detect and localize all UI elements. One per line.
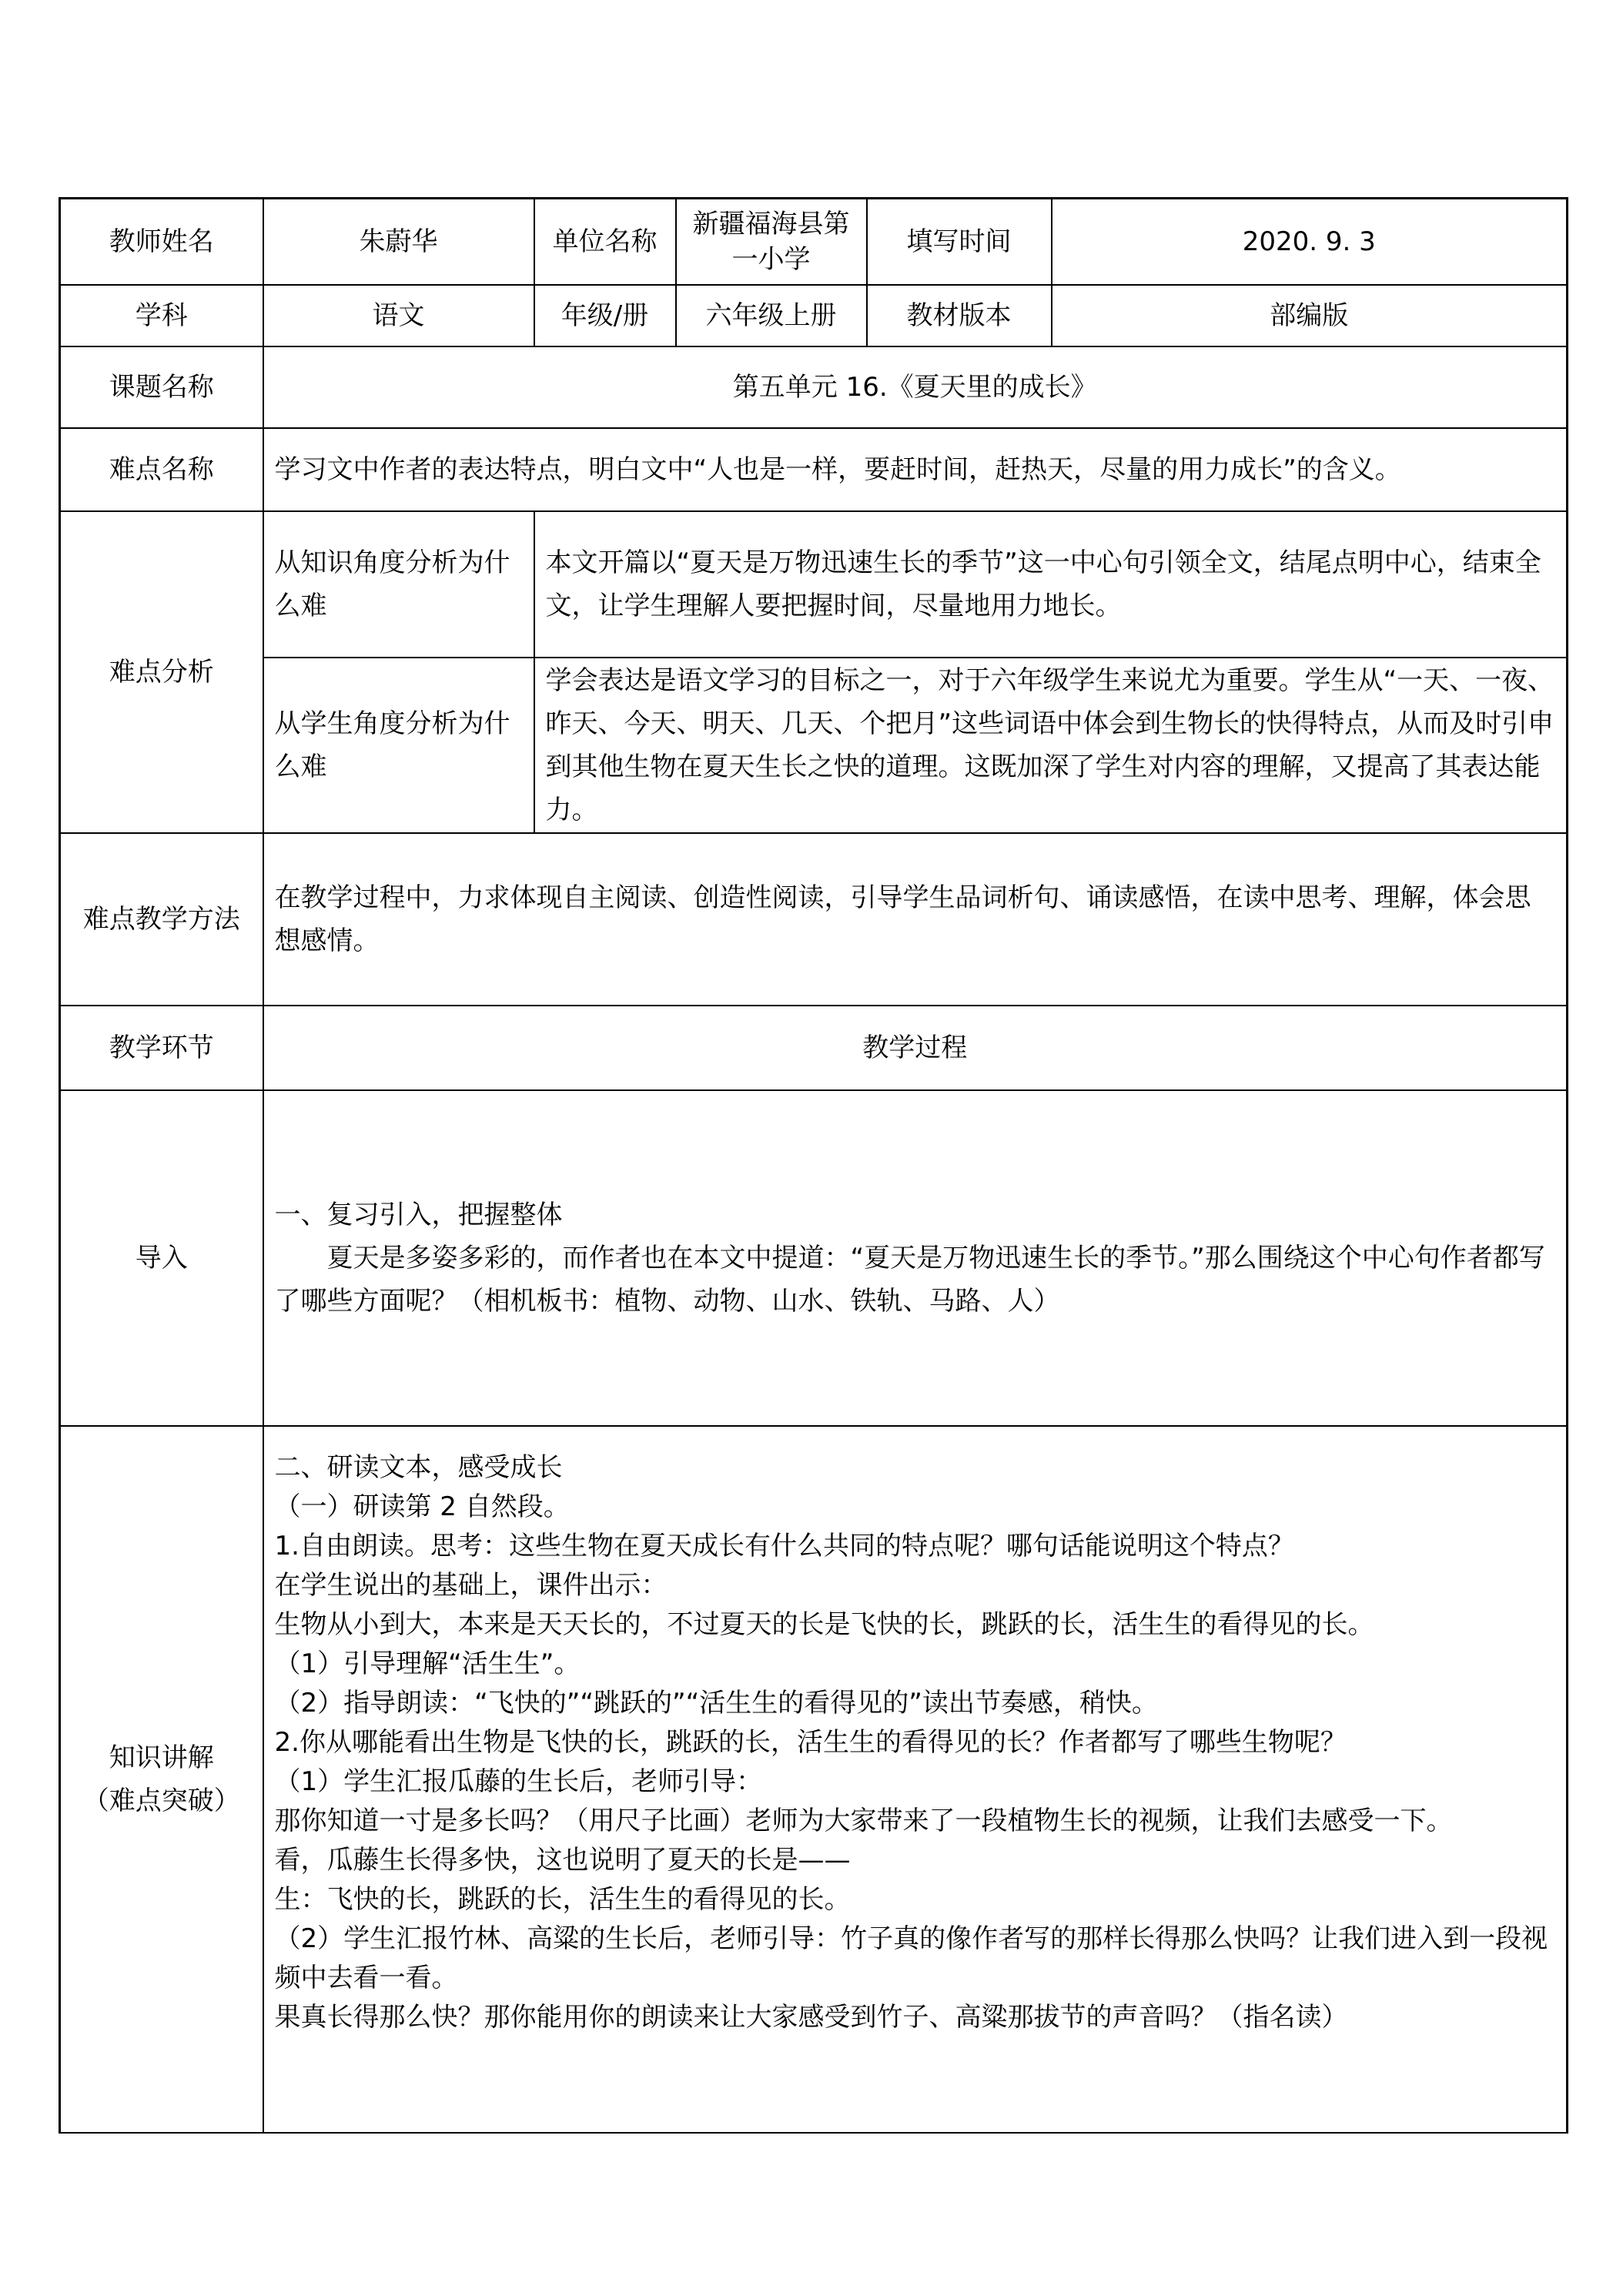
knowledge-line: 看，瓜藤生长得多快，这也说明了夏天的长是—— — [274, 1844, 851, 1876]
subject-row — [60, 285, 1568, 346]
knowledge-label-line2: （难点突破） — [82, 1785, 240, 1816]
knowledge-line: （1）引导理解“活生生”。 — [274, 1648, 581, 1679]
analysis-label: 难点分析 — [60, 511, 263, 833]
topic-value: 第五单元 16.《夏天里的成长》 — [263, 346, 1568, 428]
intro-label: 导入 — [60, 1090, 263, 1426]
knowledge-line: 2.你从哪能看出生物是飞快的长，跳跃的长，活生生的看得见的长？作者都写了哪些生物呢？ — [274, 1726, 1347, 1758]
knowledge-line: （一）研读第 2 自然段。 — [274, 1491, 570, 1522]
unit-name: 新疆福海县第一小学 — [676, 199, 867, 285]
student-angle-text: 学会表达是语文学习的目标之一，对于六年级学生来说尤为重要。学生从“一天、一夜、昨天、今天、明天、几天、个把月”这些词语中体会到生物长的快得特点，从而及时引申到其他生物在夏天生长之快的道理。这既加深了学生对内容的理解，又提高了其表达能力。 — [534, 658, 1568, 833]
teacher-label: 教师姓名 — [60, 199, 263, 285]
difficulty-row — [60, 428, 1568, 511]
intro-row — [60, 1090, 1568, 1426]
grade-value: 六年级上册 — [676, 285, 867, 346]
intro-heading: 一、复习引入，把握整体 — [274, 1199, 563, 1230]
subject-label: 学科 — [60, 285, 263, 346]
subject-value: 语文 — [263, 285, 534, 346]
knowledge-angle-text: 本文开篇以“夏天是万物迅速生长的季节”这一中心句引领全文，结尾点明中心，结束全文，让学生理解人要把握时间，尽量地用力地长。 — [534, 511, 1568, 658]
teacher-name: 朱蔚华 — [263, 199, 534, 285]
knowledge-angle-label: 从知识角度分析为什么难 — [263, 511, 534, 658]
edition-label: 教材版本 — [867, 285, 1052, 346]
knowledge-row — [60, 1426, 1568, 2133]
knowledge-line: 那你知道一寸是多长吗？（用尺子比画）老师为大家带来了一段植物生长的视频，让我们去感受一下。 — [274, 1805, 1453, 1836]
method-row — [60, 833, 1568, 1006]
knowledge-line: 二、研读文本，感受成长 — [274, 1451, 563, 1483]
topic-row — [60, 346, 1568, 428]
analysis-student-row — [60, 658, 1568, 833]
knowledge-line: 果真长得那么快？那你能用你的朗读来让大家感受到竹子、高粱那拔节的声音吗？（指名读） — [274, 2001, 1348, 2033]
intro-body: 夏天是多姿多彩的，而作者也在本文中提道：“夏天是万物迅速生长的季节。”那么围绕这个中心句作者都写了哪些方面呢？（相机板书：植物、动物、山水、铁轨、马路、人） — [274, 1242, 1545, 1317]
stage-header: 教学环节 — [60, 1006, 263, 1090]
date-value: 2020. 9. 3 — [1052, 199, 1568, 285]
knowledge-line: （2）学生汇报竹林、高粱的生长后，老师引导：竹子真的像作者写的那样长得那么快吗？让我们进入到一段视频中去看一看。 — [274, 1923, 1548, 1993]
knowledge-line: 1.自由朗读。思考：这些生物在夏天成长有什么共同的特点呢？哪句话能说明这个特点？ — [274, 1530, 1294, 1561]
method-value: 在教学过程中，力求体现自主阅读、创造性阅读，引导学生品词析句、诵读感悟，在读中思考、理解，体会思想感情。 — [263, 833, 1568, 1006]
grade-label: 年级/册 — [534, 285, 676, 346]
student-angle-label: 从学生角度分析为什么难 — [263, 658, 534, 833]
process-header: 教学过程 — [263, 1006, 1568, 1090]
lesson-plan-table — [59, 197, 1568, 2134]
difficulty-value: 学习文中作者的表达特点，明白文中“人也是一样，要赶时间，赶热天，尽量的用力成长”的含义。 — [263, 428, 1568, 511]
topic-label: 课题名称 — [60, 346, 263, 428]
knowledge-content — [263, 1426, 1568, 2133]
header-row — [60, 199, 1568, 285]
edition-value: 部编版 — [1052, 285, 1568, 346]
difficulty-label: 难点名称 — [60, 428, 263, 511]
unit-label: 单位名称 — [534, 199, 676, 285]
knowledge-line: （1）学生汇报瓜藤的生长后，老师引导： — [274, 1766, 763, 1797]
analysis-knowledge-row — [60, 511, 1568, 658]
knowledge-label-line1: 知识讲解 — [109, 1742, 214, 1773]
knowledge-label — [60, 1426, 263, 2133]
knowledge-line: （2）指导朗读：“飞快的”“跳跃的”“活生生的看得见的”读出节奏感，稍快。 — [274, 1687, 1158, 1719]
process-header-row — [60, 1006, 1568, 1090]
intro-content — [263, 1090, 1568, 1426]
knowledge-line: 在学生说出的基础上，课件出示： — [274, 1569, 668, 1601]
knowledge-line: 生物从小到大，本来是天天长的，不过夏天的长是飞快的长，跳跃的长，活生生的看得见的长。 — [274, 1608, 1374, 1640]
method-label: 难点教学方法 — [60, 833, 263, 1006]
knowledge-line: 生：飞快的长，跳跃的长，活生生的看得见的长。 — [274, 1883, 851, 1915]
date-label: 填写时间 — [867, 199, 1052, 285]
